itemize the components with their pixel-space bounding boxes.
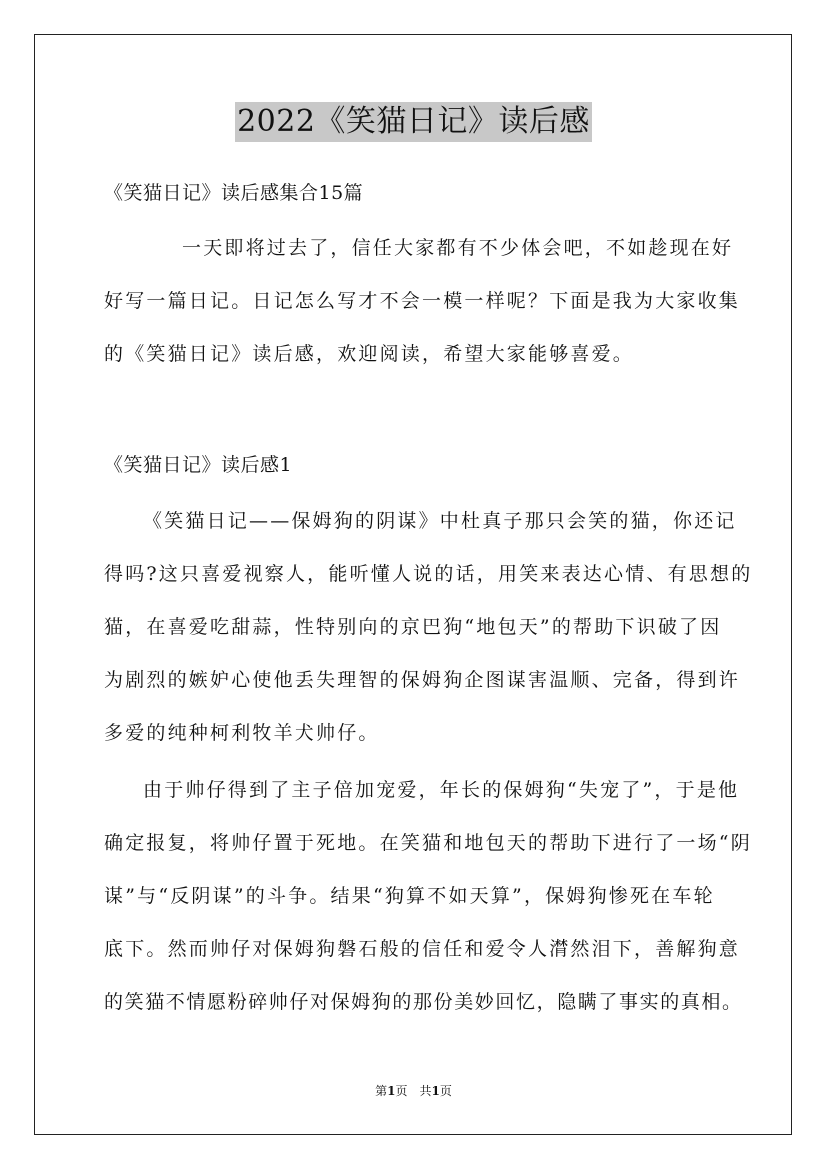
- footer-prefix: 第: [375, 1084, 388, 1098]
- document-title: 2022《笑猫日记》读后感: [235, 102, 592, 142]
- page-footer: [0, 1083, 827, 1099]
- paragraph-line: 由于帅仔得到了主子倍加宠爱，年长的保姆狗“失宠了”，于是他: [143, 779, 740, 801]
- intro-line: 好写一篇日记。日记怎么写才不会一模一样呢？下面是我为大家收集: [104, 290, 741, 312]
- page-number: 1: [387, 1084, 396, 1098]
- paragraph-line: 底下。然而帅仔对保姆狗磐石般的信任和爱令人潸然泪下，善解狗意: [104, 938, 741, 960]
- paragraph-line: 的笑猫不情愿粉碎帅仔对保姆狗的那份美妙回忆，隐瞒了事实的真相。: [104, 991, 743, 1013]
- footer-mid: 页 共: [395, 1084, 432, 1098]
- paragraph-line: 为剧烈的嫉妒心使他丢失理智的保姆狗企图谋害温顺、完备，得到许: [104, 669, 741, 691]
- paragraph-line: 《笑猫日记——保姆狗的阴谋》中杜真子那只会笑的猫，你还记: [143, 510, 737, 532]
- paragraph-line: 多爱的纯种柯利牧羊犬帅仔。: [104, 722, 380, 744]
- paragraph-line: 得吗?这只喜爱视察人，能听懂人说的话，用笑来表达心情、有思想的: [104, 563, 753, 585]
- paragraph-line: 谋”与“反阴谋”的斗争。结果“狗算不如天算”，保姆狗惨死在车轮: [104, 885, 715, 907]
- paragraph-line: 猫，在喜爱吃甜蒜，性特别向的京巴狗“地包天”的帮助下识破了因: [104, 616, 722, 638]
- paragraph-line: 确定报复，将帅仔置于死地。在笑猫和地包天的帮助下进行了一场“阴: [104, 832, 752, 854]
- intro-line: 一天即将过去了，信任大家都有不少体会吧，不如趁现在好: [182, 237, 734, 259]
- intro-line: 的《笑猫日记》读后感，欢迎阅读，希望大家能够喜爱。: [104, 343, 635, 365]
- footer-suffix: 页: [439, 1084, 452, 1098]
- total-pages: 1: [431, 1084, 440, 1098]
- title-container: [0, 102, 827, 142]
- section-heading: 《笑猫日记》读后感1: [104, 454, 293, 476]
- document-subtitle: 《笑猫日记》读后感集合15篇: [104, 182, 364, 204]
